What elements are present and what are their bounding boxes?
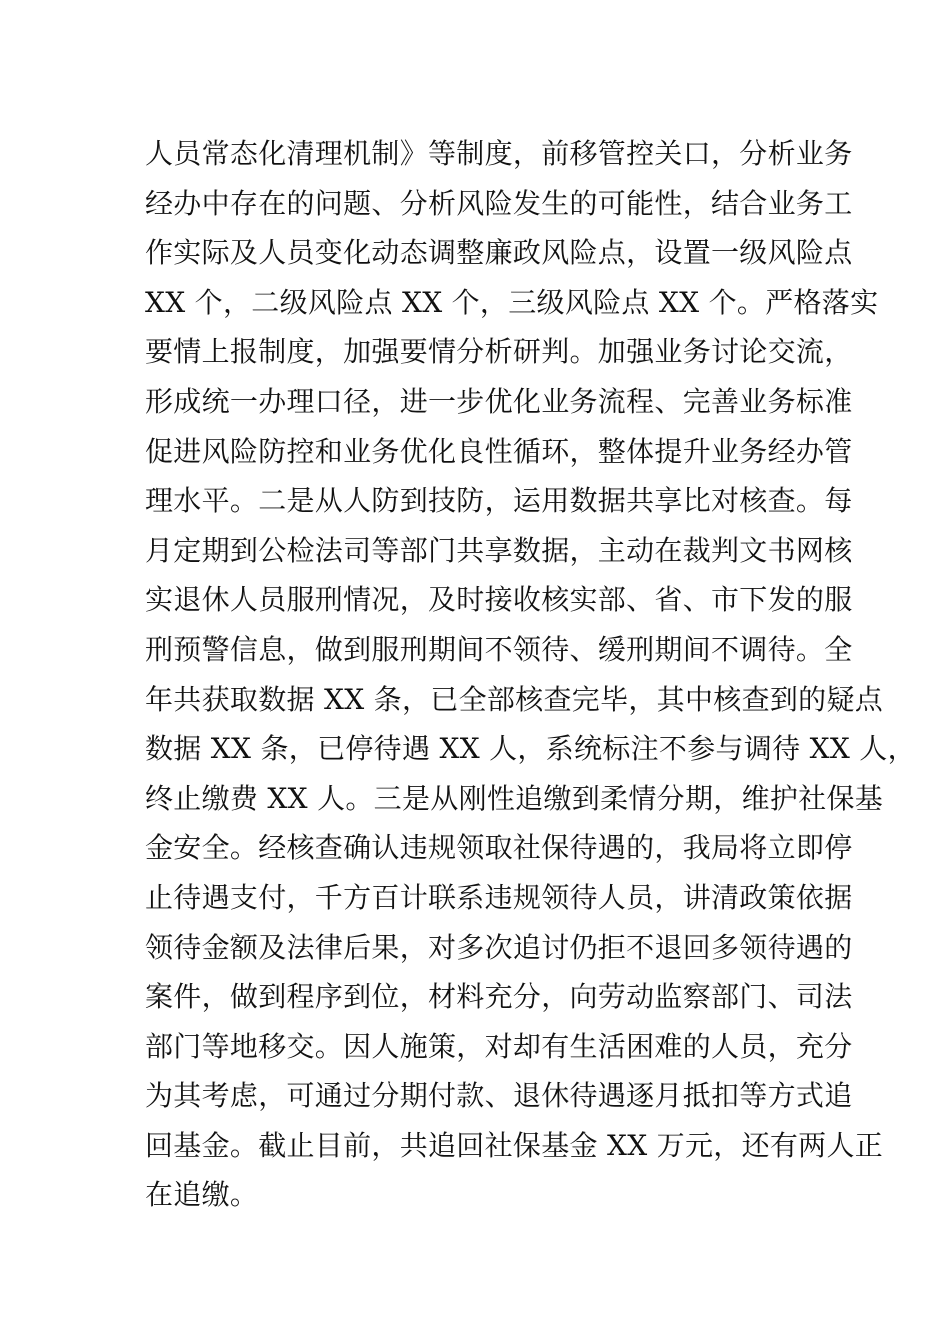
text-line: 实退休人员服刑情况，及时接收核实部、省、市下发的服 xyxy=(145,583,853,617)
text-line: 年共获取数据 XX 条，已全部核查完毕，其中核查到的疑点 xyxy=(145,682,884,716)
text-line: 回基金。截止目前，共追回社保基金 XX 万元，还有两人正 xyxy=(145,1128,884,1162)
text-line: 形成统一办理口径，进一步优化业务流程、完善业务标准 xyxy=(145,384,853,418)
text-line: 要情上报制度，加强要情分析研判。加强业务讨论交流， xyxy=(145,335,853,369)
text-line: 领待金额及法律后果，对多次追讨仍拒不退回多领待遇的 xyxy=(145,930,853,964)
text-line: 理水平。二是从人防到技防，运用数据共享比对核查。每 xyxy=(145,484,853,518)
text-line: 为其考虑，可通过分期付款、退休待遇逐月抵扣等方式追 xyxy=(145,1079,853,1113)
text-line: 在追缴。 xyxy=(145,1178,259,1212)
text-line: 作实际及人员变化动态调整廉政风险点，设置一级风险点 xyxy=(145,236,853,270)
text-line: 止待遇支付，千方百计联系违规领待人员，讲清政策依据 xyxy=(145,880,853,914)
text-line: 月定期到公检法司等部门共享数据，主动在裁判文书网核 xyxy=(145,533,853,567)
text-line: 案件，做到程序到位，材料充分，向劳动监察部门、司法 xyxy=(145,980,853,1014)
text-line: 终止缴费 XX 人。三是从刚性追缴到柔情分期，维护社保基 xyxy=(145,781,884,815)
text-line: 部门等地移交。因人施策，对却有生活困难的人员，充分 xyxy=(145,1029,853,1063)
text-line: 人员常态化清理机制》等制度，前移管控关口，分析业务 xyxy=(145,137,853,170)
text-line: 刑预警信息，做到服刑期间不领待、缓刑期间不调待。全 xyxy=(145,632,853,666)
body-paragraph xyxy=(145,129,916,1220)
text-line: 数据 XX 条，已停待遇 XX 人，系统标注不参与调待 XX 人， xyxy=(145,732,916,766)
text-line: XX 个，二级风险点 XX 个，三级风险点 XX 个。严格落实 xyxy=(145,285,879,319)
text-line: 经办中存在的问题、分析风险发生的可能性，结合业务工 xyxy=(145,186,853,220)
text-line: 促进风险防控和业务优化良性循环，整体提升业务经办管 xyxy=(145,434,853,468)
text-line: 金安全。经核查确认违规领取社保待遇的，我局将立即停 xyxy=(145,831,853,865)
